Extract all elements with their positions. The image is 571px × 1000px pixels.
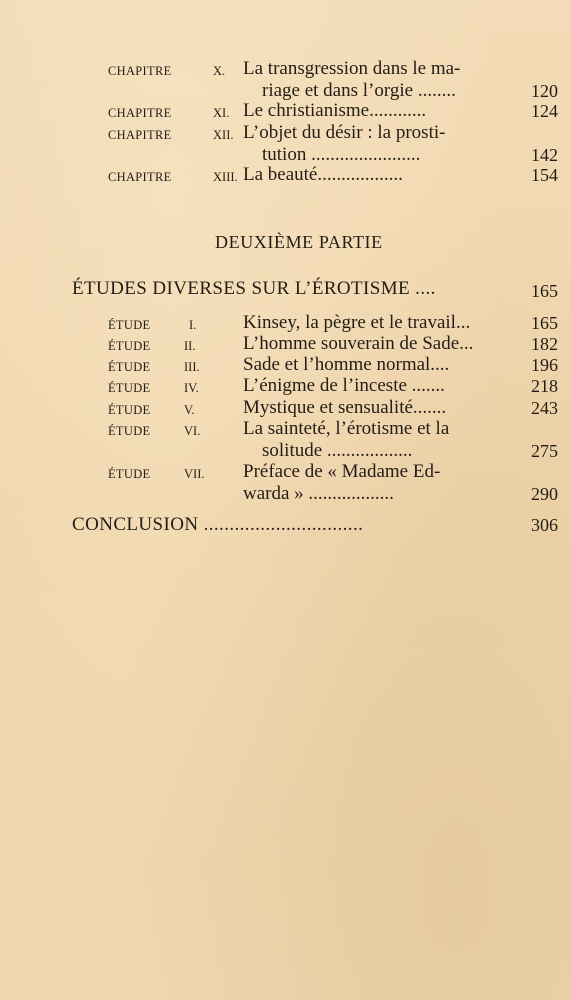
etude-label: ÉTUDE bbox=[108, 403, 151, 417]
etude-number: VI. bbox=[184, 424, 201, 438]
chapter-title-line2: tution ....................... bbox=[262, 144, 421, 165]
chapter-label: CHAPITRE bbox=[108, 106, 172, 120]
etude-title-line1: Mystique et sensualité....... bbox=[243, 397, 447, 418]
conclusion-title: CONCLUSION ............................... bbox=[72, 514, 364, 535]
etude-title-line1: L’énigme de l’inceste ....... bbox=[243, 375, 445, 396]
chapter-label: CHAPITRE bbox=[108, 128, 172, 142]
etude-page: 275 bbox=[531, 441, 558, 461]
section-page: 165 bbox=[531, 281, 558, 301]
conclusion-page: 306 bbox=[531, 515, 558, 535]
etude-label: ÉTUDE bbox=[108, 467, 151, 481]
etude-page: 182 bbox=[531, 334, 558, 354]
part-heading: DEUXIÈME PARTIE bbox=[215, 232, 383, 252]
etude-title-line2: solitude .................. bbox=[262, 440, 413, 461]
etude-page: 243 bbox=[531, 398, 558, 418]
etude-number: V. bbox=[184, 403, 195, 417]
etude-label: ÉTUDE bbox=[108, 318, 151, 332]
chapter-page: 120 bbox=[531, 81, 558, 101]
etude-page: 165 bbox=[531, 313, 558, 333]
etude-title-line1: Kinsey, la pègre et le travail... bbox=[243, 312, 471, 333]
etude-page: 218 bbox=[531, 376, 558, 396]
chapter-number: XIII. bbox=[213, 170, 238, 184]
etude-page: 290 bbox=[531, 484, 558, 504]
etude-title-line1: L’homme souverain de Sade... bbox=[243, 333, 474, 354]
chapter-number: XII. bbox=[213, 128, 234, 142]
etude-title-line2: warda » .................. bbox=[243, 483, 394, 504]
etude-label: ÉTUDE bbox=[108, 339, 151, 353]
etude-label: ÉTUDE bbox=[108, 381, 151, 395]
etude-title-line1: Sade et l’homme normal.... bbox=[243, 354, 450, 375]
etude-number: VII. bbox=[184, 467, 205, 481]
chapter-title-line1: L’objet du désir : la prosti- bbox=[243, 122, 446, 143]
etude-label: ÉTUDE bbox=[108, 360, 151, 374]
etude-number: III. bbox=[184, 360, 200, 374]
etude-number: IV. bbox=[184, 381, 199, 395]
chapter-title-line1: La transgression dans le ma- bbox=[243, 58, 461, 79]
etude-label: ÉTUDE bbox=[108, 424, 151, 438]
etude-number: I. bbox=[189, 318, 197, 332]
chapter-page: 124 bbox=[531, 101, 558, 121]
etude-page: 196 bbox=[531, 355, 558, 375]
chapter-label: CHAPITRE bbox=[108, 170, 172, 184]
chapter-title-line1: Le christianisme............ bbox=[243, 100, 427, 121]
chapter-title-line1: La beauté.................. bbox=[243, 164, 403, 185]
etude-title-line1: La sainteté, l’érotisme et la bbox=[243, 418, 450, 439]
chapter-number: XI. bbox=[213, 106, 230, 120]
etude-number: II. bbox=[184, 339, 196, 353]
chapter-title-line2: riage et dans l’orgie ........ bbox=[262, 80, 456, 101]
chapter-label: CHAPITRE bbox=[108, 64, 172, 78]
etude-title-line1: Préface de « Madame Ed- bbox=[243, 461, 441, 482]
chapter-page: 142 bbox=[531, 145, 558, 165]
section-title: ÉTUDES DIVERSES SUR L’ÉROTISME .... bbox=[72, 278, 436, 299]
chapter-page: 154 bbox=[531, 165, 558, 185]
chapter-number: X. bbox=[213, 64, 226, 78]
